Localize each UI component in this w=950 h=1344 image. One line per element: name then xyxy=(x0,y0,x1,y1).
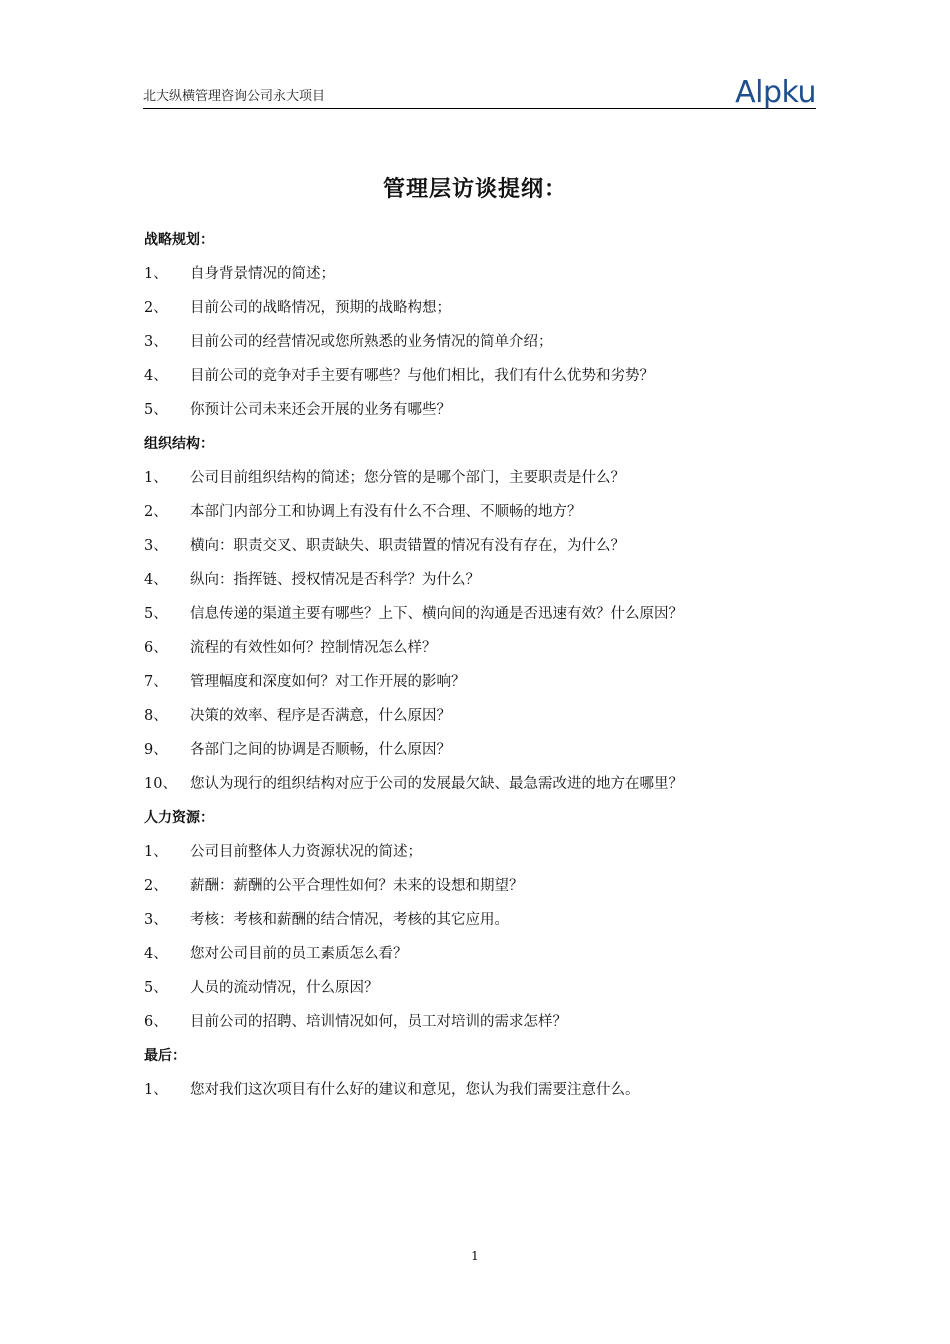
item-number: 4、 xyxy=(144,946,168,962)
list-item xyxy=(144,466,824,500)
item-number: 5、 xyxy=(144,606,168,622)
list-item xyxy=(144,636,824,670)
item-text: 流程的有效性如何？控制情况怎么样？ xyxy=(190,640,437,656)
list-item xyxy=(144,840,824,874)
item-text: 目前公司的战略情况，预期的战略构想； xyxy=(190,300,451,316)
list-item xyxy=(144,364,824,398)
item-number: 5、 xyxy=(144,402,168,418)
item-number: 3、 xyxy=(144,334,168,350)
item-number: 6、 xyxy=(144,1014,168,1030)
item-text: 目前公司的招聘、培训情况如何，员工对培训的需求怎样？ xyxy=(190,1014,567,1030)
list-item xyxy=(144,738,824,772)
company-logo xyxy=(730,70,816,114)
item-number: 1、 xyxy=(144,266,168,282)
item-text: 目前公司的竞争对手主要有哪些？与他们相比，我们有什么优势和劣势？ xyxy=(190,368,654,384)
item-text: 您对我们这次项目有什么好的建议和意见，您认为我们需要注意什么。 xyxy=(190,1082,640,1098)
item-text: 考核：考核和薪酬的结合情况，考核的其它应用。 xyxy=(190,912,509,928)
item-number: 3、 xyxy=(144,538,168,554)
section xyxy=(144,432,824,806)
document-body xyxy=(144,228,824,1112)
section xyxy=(144,806,824,1044)
page-number: 1 xyxy=(471,1249,479,1263)
item-text: 横向：职责交叉、职责缺失、职责错置的情况有没有存在，为什么？ xyxy=(190,538,625,554)
item-number: 10、 xyxy=(144,776,177,792)
section xyxy=(144,228,824,432)
item-text: 你预计公司未来还会开展的业务有哪些？ xyxy=(190,402,451,418)
item-text: 公司目前组织结构的简述；您分管的是哪个部门，主要职责是什么？ xyxy=(190,470,625,486)
item-text: 目前公司的经营情况或您所熟悉的业务情况的简单介绍； xyxy=(190,334,553,350)
item-number: 7、 xyxy=(144,674,168,690)
section xyxy=(144,1044,824,1112)
list-item xyxy=(144,534,824,568)
item-text: 公司目前整体人力资源状况的简述； xyxy=(190,844,422,860)
item-number: 6、 xyxy=(144,640,168,656)
section-title: 战略规划： xyxy=(144,232,214,248)
list-item xyxy=(144,772,824,806)
item-text: 管理幅度和深度如何？对工作开展的影响？ xyxy=(190,674,466,690)
header-text: 北大纵横管理咨询公司永大项目 xyxy=(143,89,326,104)
item-text: 信息传递的渠道主要有哪些？上下、横向间的沟通是否迅速有效？什么原因？ xyxy=(190,606,683,622)
item-number: 2、 xyxy=(144,504,168,520)
list-item xyxy=(144,296,824,330)
list-item xyxy=(144,874,824,908)
item-text: 薪酬：薪酬的公平合理性如何？未来的设想和期望？ xyxy=(190,878,524,894)
item-text: 决策的效率、程序是否满意，什么原因？ xyxy=(190,708,451,724)
list-item xyxy=(144,398,824,432)
list-item xyxy=(144,908,824,942)
item-text: 您认为现行的组织结构对应于公司的发展最欠缺、最急需改进的地方在哪里？ xyxy=(190,776,683,792)
item-number: 8、 xyxy=(144,708,168,724)
list-item xyxy=(144,704,824,738)
list-item xyxy=(144,500,824,534)
item-number: 4、 xyxy=(144,368,168,384)
item-text: 人员的流动情况，什么原因？ xyxy=(190,980,379,996)
item-number: 3、 xyxy=(144,912,168,928)
section-title: 最后： xyxy=(144,1048,186,1064)
page-header xyxy=(143,66,816,109)
section-title: 人力资源： xyxy=(144,810,214,826)
section-title: 组织结构： xyxy=(144,436,214,452)
item-number: 1、 xyxy=(144,470,168,486)
item-text: 本部门内部分工和协调上有没有什么不合理、不顺畅的地方？ xyxy=(190,504,582,520)
list-item xyxy=(144,262,824,296)
item-number: 9、 xyxy=(144,742,168,758)
logo-text: Alpku xyxy=(735,75,816,110)
list-item xyxy=(144,330,824,364)
list-item xyxy=(144,568,824,602)
item-number: 1、 xyxy=(144,844,168,860)
item-number: 2、 xyxy=(144,878,168,894)
item-number: 1、 xyxy=(144,1082,168,1098)
item-text: 自身背景情况的简述； xyxy=(190,266,335,282)
list-item xyxy=(144,1078,824,1112)
item-text: 您对公司目前的员工素质怎么看？ xyxy=(190,946,408,962)
item-number: 4、 xyxy=(144,572,168,588)
list-item xyxy=(144,942,824,976)
list-item xyxy=(144,976,824,1010)
item-text: 各部门之间的协调是否顺畅，什么原因？ xyxy=(190,742,451,758)
list-item xyxy=(144,602,824,636)
list-item xyxy=(144,1010,824,1044)
list-item xyxy=(144,670,824,704)
item-number: 5、 xyxy=(144,980,168,996)
document-title: 管理层访谈提纲： xyxy=(382,176,567,202)
item-text: 纵向：指挥链、授权情况是否科学？为什么？ xyxy=(190,572,480,588)
item-number: 2、 xyxy=(144,300,168,316)
